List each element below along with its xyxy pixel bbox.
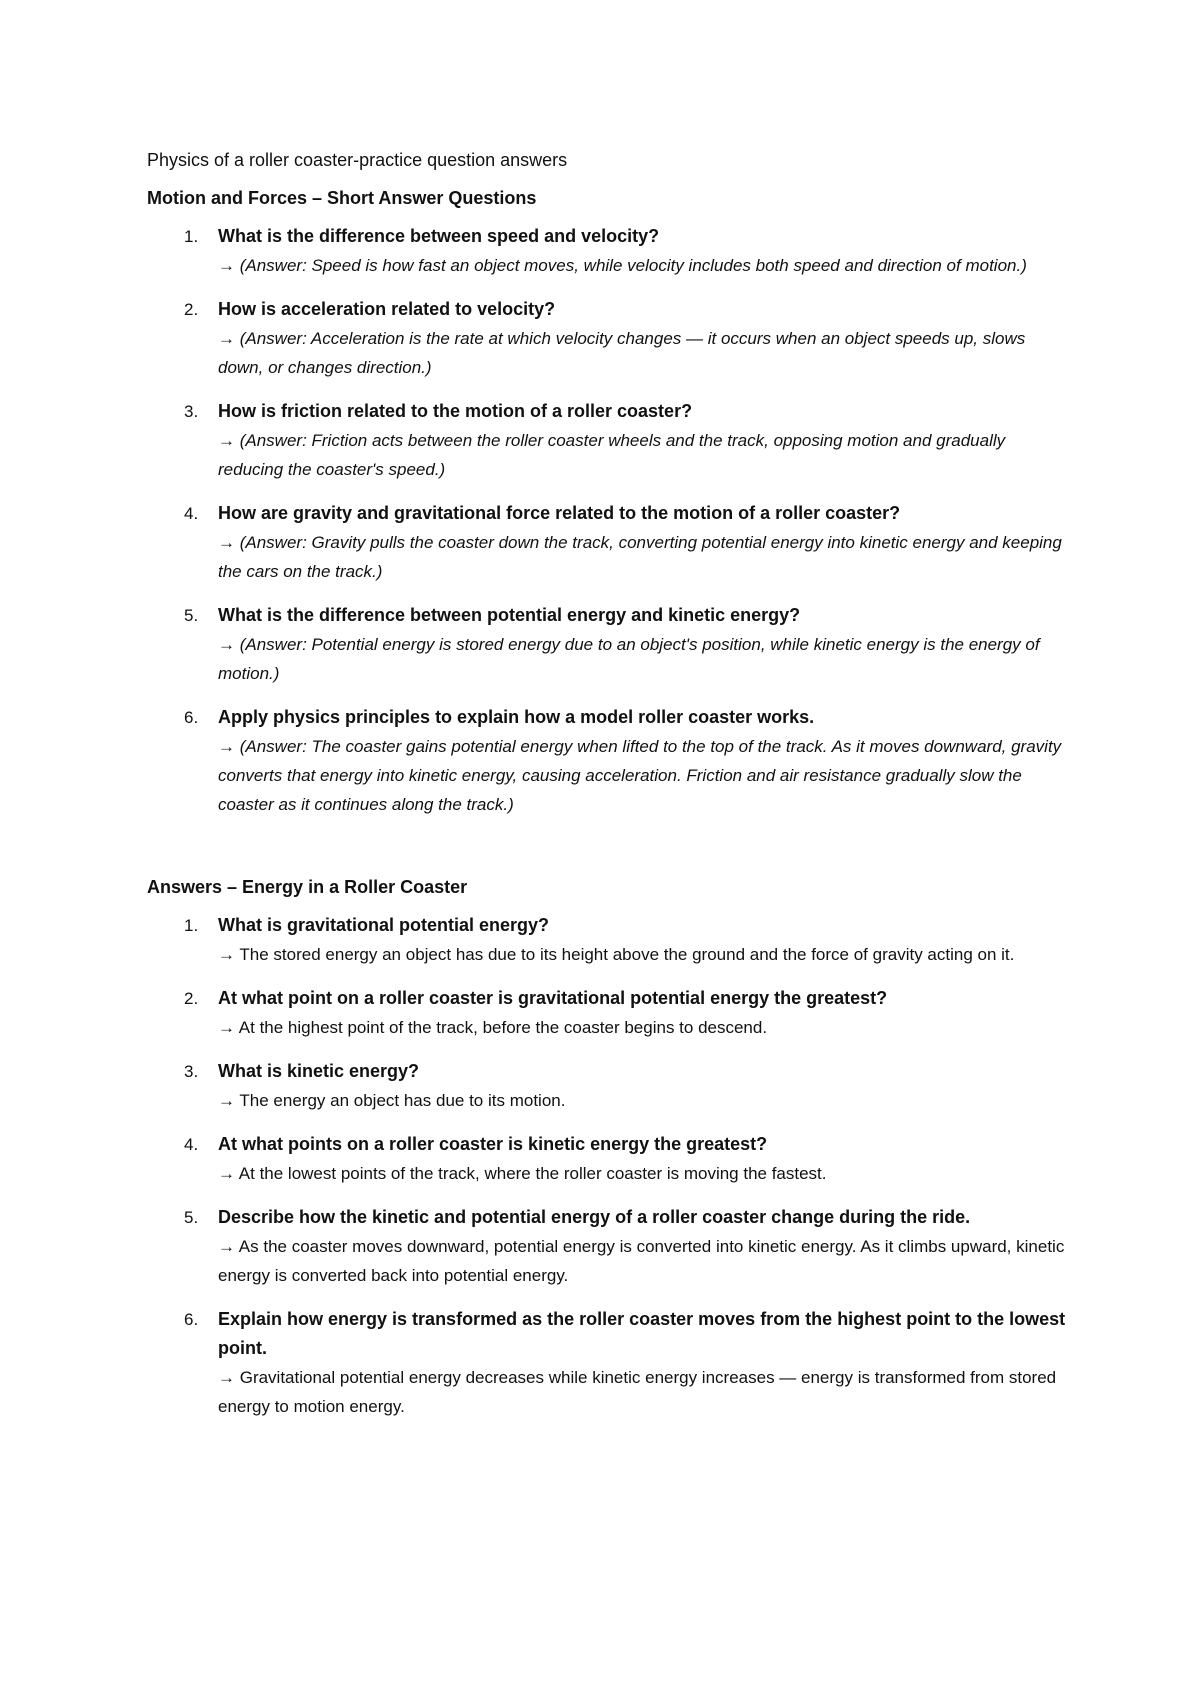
answer-text: → (Answer: Friction acts between the roller coaster wheels and the track, opposing motion and gradually reducing the coaster's speed.) <box>218 431 1006 479</box>
question-text: What is kinetic energy? <box>218 1061 420 1081</box>
section-heading-motion-forces: Motion and Forces – Short Answer Questions <box>147 188 537 208</box>
question-text: What is the difference between potential energy and kinetic energy? <box>218 605 801 625</box>
item-number: 2. <box>184 989 199 1008</box>
item-number: 4. <box>184 1135 199 1154</box>
question-text: At what point on a roller coaster is gravitational potential energy the greatest? <box>218 988 888 1008</box>
item-number: 1. <box>184 227 199 246</box>
answer-text: → (Answer: Gravity pulls the coaster down the track, converting potential energy into kinetic energy and keeping the cars on the track.) <box>218 533 1062 581</box>
list-item <box>147 703 1067 819</box>
item-number: 3. <box>184 1062 199 1081</box>
document-page <box>147 148 1067 1436</box>
answer-text: → The energy an object has due to its motion. <box>218 1091 566 1110</box>
answer-text: → At the highest point of the track, before the coaster begins to descend. <box>218 1018 768 1037</box>
list-item <box>147 601 1067 688</box>
item-number: 6. <box>184 1310 199 1329</box>
answer-text: → As the coaster moves downward, potential energy is converted into kinetic energy. As it climbs upward, kinetic energy is converted back into potential energy. <box>218 1237 1065 1285</box>
list-item <box>147 1203 1067 1290</box>
list-item <box>147 911 1067 969</box>
item-number: 5. <box>184 606 199 625</box>
question-text: What is the difference between speed and velocity? <box>218 226 660 246</box>
question-text: How is acceleration related to velocity? <box>218 299 556 319</box>
item-number: 2. <box>184 300 199 319</box>
item-number: 6. <box>184 708 199 727</box>
answer-text: → At the lowest points of the track, where the roller coaster is moving the fastest. <box>218 1164 827 1183</box>
list-item <box>147 1057 1067 1115</box>
item-number: 3. <box>184 402 199 421</box>
list-item <box>147 1305 1067 1421</box>
list-item <box>147 397 1067 484</box>
list-item <box>147 499 1067 586</box>
question-text: What is gravitational potential energy? <box>218 915 550 935</box>
question-text: At what points on a roller coaster is kinetic energy the greatest? <box>218 1134 768 1154</box>
item-number: 1. <box>184 916 199 935</box>
list-item <box>147 222 1067 280</box>
question-text: How is friction related to the motion of a roller coaster? <box>218 401 693 421</box>
question-text: How are gravity and gravitational force related to the motion of a roller coaster? <box>218 503 901 523</box>
answer-text: → Gravitational potential energy decreases while kinetic energy increases — energy is transformed from stored energy to motion energy. <box>218 1368 1057 1416</box>
motion-forces-question-list <box>147 222 1067 819</box>
answer-text: → (Answer: Potential energy is stored energy due to an object's position, while kinetic energy is the energy of motion.) <box>218 635 1040 683</box>
question-text: Explain how energy is transformed as the roller coaster moves from the highest point to the lowest point. <box>218 1309 1066 1358</box>
document-title: Physics of a roller coaster-practice question answers <box>147 150 568 170</box>
question-text: Apply physics principles to explain how a model roller coaster works. <box>218 707 815 727</box>
answer-text: → (Answer: Speed is how fast an object moves, while velocity includes both speed and direction of motion.) <box>218 256 1027 275</box>
energy-question-list <box>147 911 1067 1421</box>
list-item <box>147 984 1067 1042</box>
item-number: 4. <box>184 504 199 523</box>
answer-text: → (Answer: Acceleration is the rate at which velocity changes — it occurs when an object speeds up, slows down, or changes direction.) <box>218 329 1026 377</box>
item-number: 5. <box>184 1208 199 1227</box>
section-heading-energy: Answers – Energy in a Roller Coaster <box>147 877 468 897</box>
list-item <box>147 1130 1067 1188</box>
answer-text: → The stored energy an object has due to its height above the ground and the force of gravity acting on it. <box>218 945 1015 964</box>
list-item <box>147 295 1067 382</box>
answer-text: → (Answer: The coaster gains potential energy when lifted to the top of the track. As it moves downward, gravity converts that energy into kinetic energy, causing acceleration. Friction and air resistance gradually slow the coaster as it continues along the track.) <box>218 737 1062 814</box>
question-text: Describe how the kinetic and potential energy of a roller coaster change during the ride. <box>218 1207 971 1227</box>
